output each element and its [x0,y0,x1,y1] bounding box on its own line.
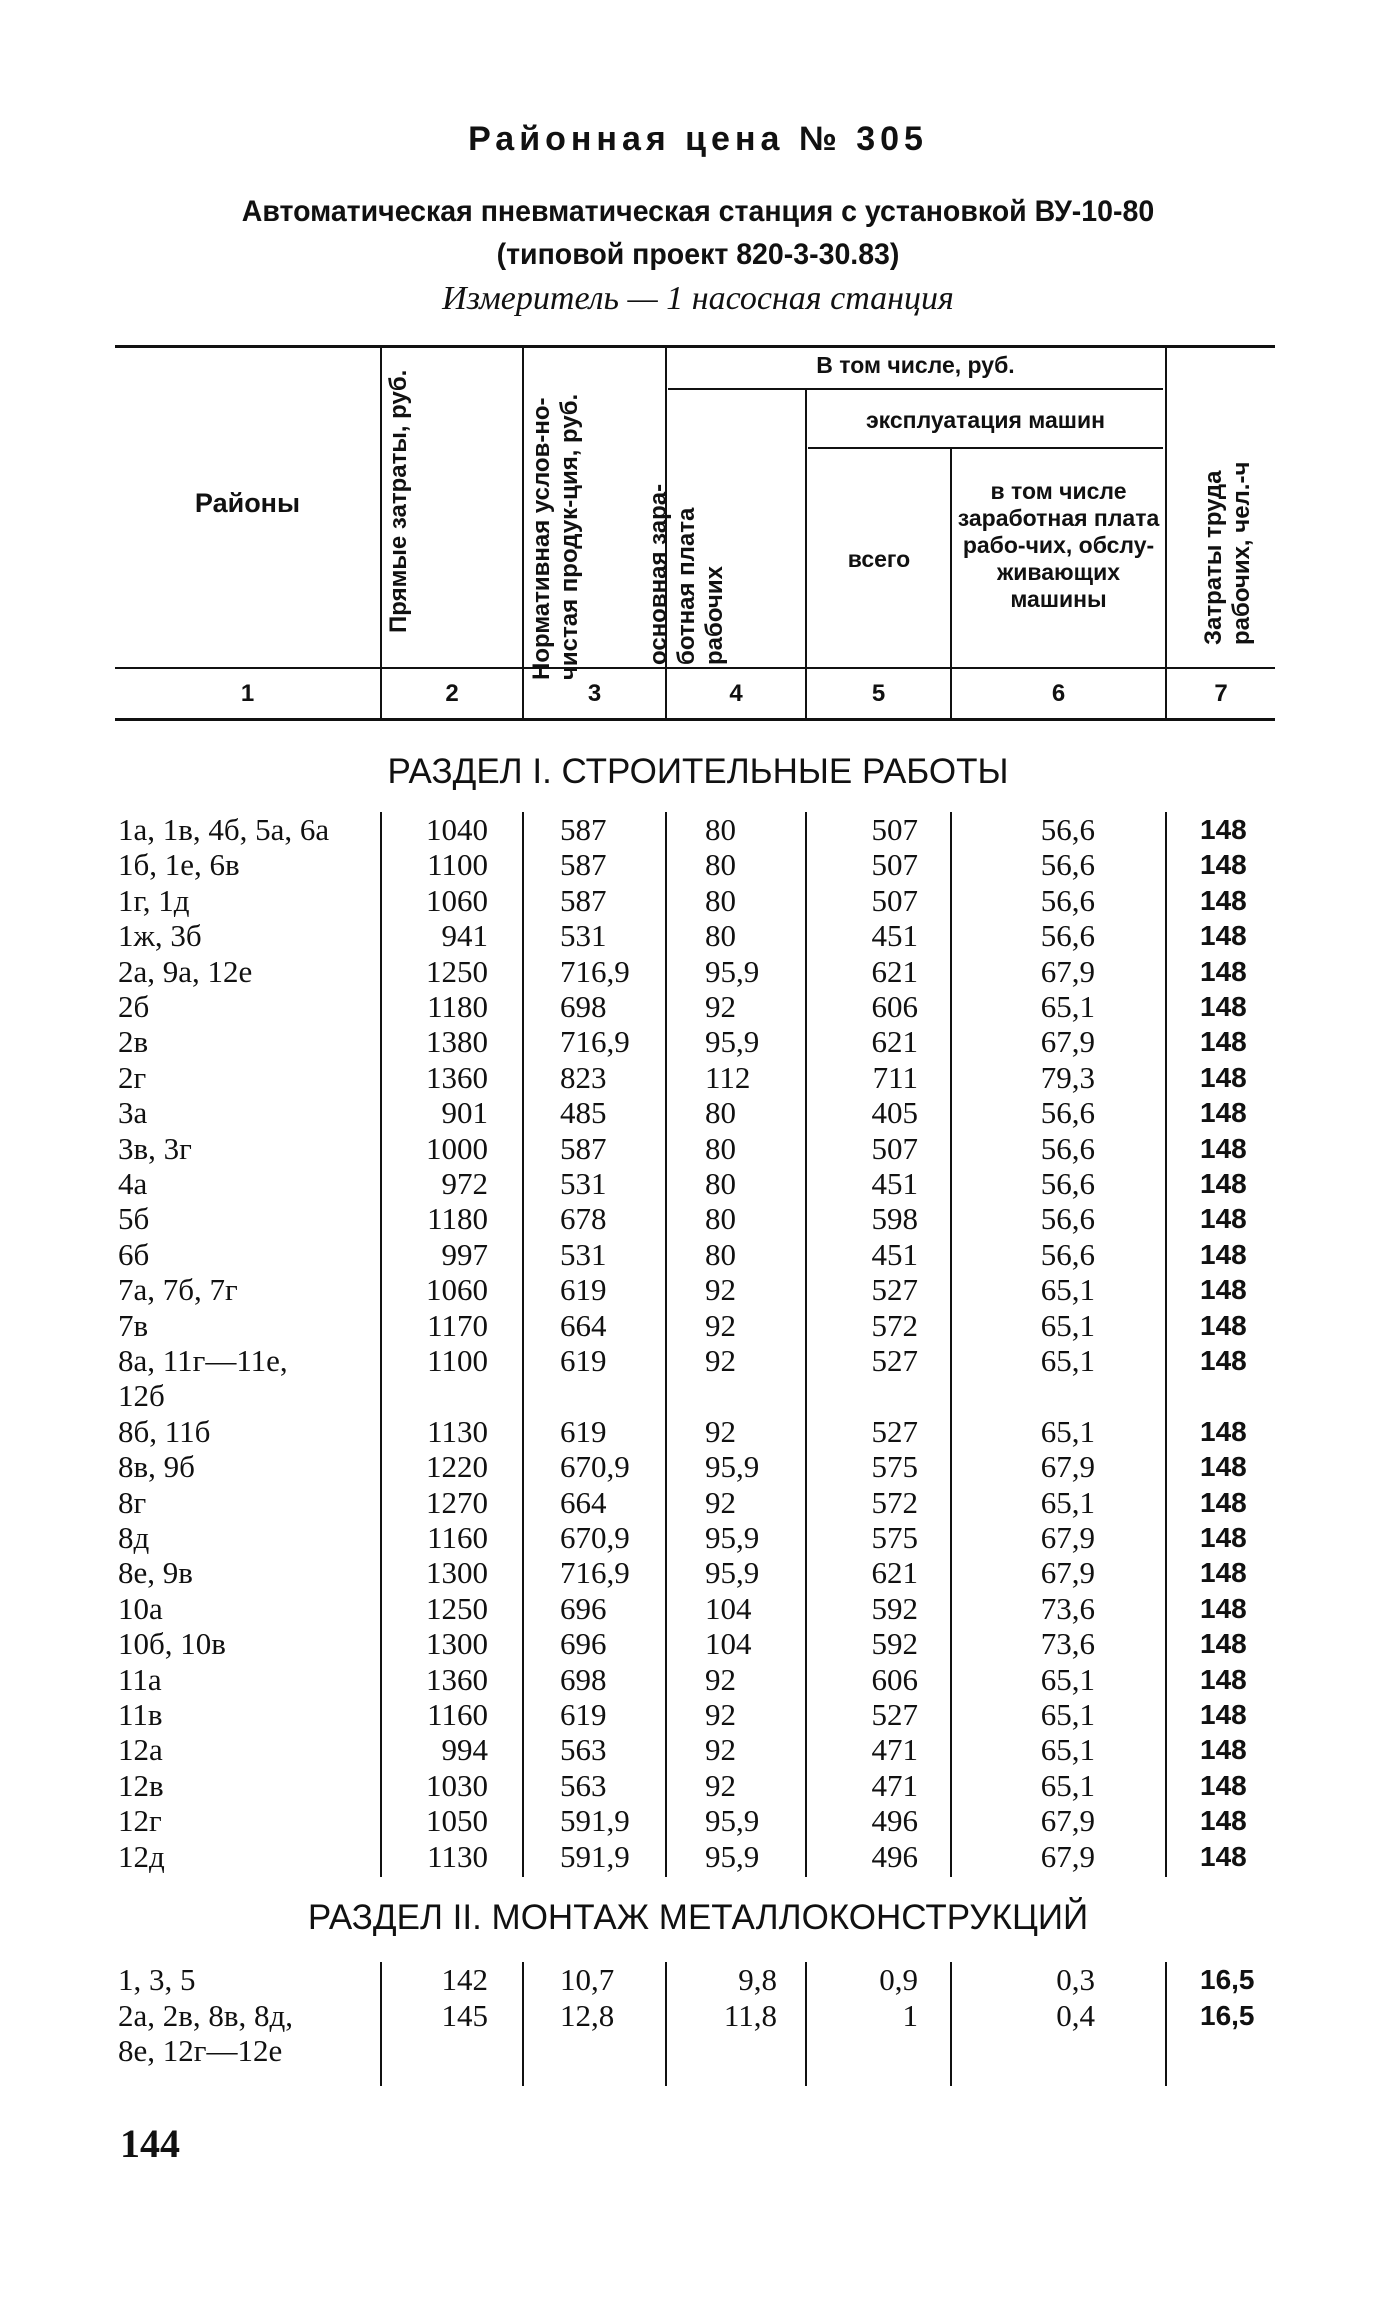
cell-base-wage: 95,9 [705,1024,760,1060]
header-group: В том числе, руб. [816,352,1015,378]
column-number: 4 [729,680,743,707]
cell-direct-costs: 1170 [427,1307,488,1343]
cell-labor-hours: 148 [1200,1769,1247,1801]
cell-labor-hours: 148 [1200,1274,1247,1306]
cell-machine-total: 606 [871,1661,918,1697]
cell-machine-total: 527 [871,1697,918,1732]
cell-net-production: 664 [560,1307,607,1343]
table-row [0,1201,1396,1237]
cell-region: 12б [118,1378,165,1414]
cell-machine-wage: 67,9 [1040,1024,1095,1060]
header-mid-rule [115,667,1275,669]
column-number: 2 [445,680,459,707]
cell-net-production: 587 [560,847,607,883]
cell-region: 8д [118,1520,150,1555]
cell-machine-total: 606 [871,989,918,1024]
cell-machine-wage: 56,6 [1040,1201,1095,1237]
cell-direct-costs: 1180 [427,1201,488,1237]
cell-region: 1б, 1е, 6в [118,847,240,883]
header-vline [805,390,807,720]
cell-direct-costs: 997 [441,1236,488,1272]
cell-direct-costs: 1380 [426,1024,488,1060]
column-number: 5 [871,680,886,707]
cell-labor-hours: 148 [1200,991,1247,1022]
cell-net-production: 619 [560,1272,607,1308]
cell-direct-costs: 1220 [426,1449,488,1485]
table-row [0,1343,1396,1379]
cell-labor-hours: 148 [1200,1345,1247,1376]
table-row [0,1024,1396,1060]
cell-labor-hours: 148 [1200,1699,1247,1730]
subtitle-line-1: Автоматическая пневматическая станция с установкой ВУ-10-80 [241,195,1155,228]
table-row [0,1131,1396,1167]
cell-net-production: 12,8 [560,1997,615,2033]
cell-direct-costs: 1180 [427,989,488,1024]
cell-base-wage: 92 [705,1697,736,1732]
cell-machine-total: 451 [871,1166,918,1201]
cell-machine-wage: 56,6 [1040,882,1095,918]
cell-direct-costs: 1060 [426,882,488,918]
cell-machine-wage: 65,1 [1040,1413,1095,1449]
table-row [0,1166,1396,1202]
cell-base-wage: 104 [705,1590,752,1626]
cell-labor-hours: 148 [1200,1663,1247,1695]
cell-base-wage: 80 [705,1130,736,1166]
cell-machine-wage: 67,9 [1040,1803,1095,1839]
table-row [0,812,1396,848]
cell-base-wage: 112 [705,1059,751,1095]
cell-labor-hours: 148 [1200,1734,1247,1766]
cell-machine-total: 598 [871,1201,918,1237]
cell-labor-hours: 148 [1200,884,1247,916]
table-row [0,1998,1396,2034]
header-vline [1165,348,1167,720]
cell-region: 1а, 1в, 4б, 5а, 6а [118,812,330,847]
cell-net-production: 485 [560,1095,607,1131]
cell-net-production: 670,9 [560,1520,630,1555]
header-top-rule [115,345,1275,348]
cell-labor-hours: 148 [1200,814,1247,845]
cell-machine-total: 527 [871,1413,918,1449]
cell-labor-hours: 148 [1200,1061,1247,1093]
cell-machine-total: 405 [871,1095,918,1131]
cell-machine-total: 507 [871,882,918,918]
cell-machine-wage: 65,1 [1040,1343,1095,1378]
table-row [0,1449,1396,1485]
cell-machine-total: 527 [871,1343,918,1378]
header-machines: эксплуатация машин [865,407,1106,433]
cell-base-wage: 80 [705,918,736,954]
cell-machine-wage: 56,6 [1040,812,1095,847]
cell-machine-total: 621 [871,1024,918,1060]
cell-net-production: 678 [560,1201,607,1237]
column-number: 1 [240,680,255,707]
cell-machine-wage: 73,6 [1040,1626,1095,1662]
cell-direct-costs: 1100 [427,847,488,883]
cell-net-production: 670,9 [560,1449,630,1485]
cell-labor-hours: 148 [1200,955,1247,987]
cell-machine-total: 451 [871,1236,918,1272]
table-row [0,1095,1396,1131]
cell-labor-hours: 148 [1200,1628,1247,1660]
cell-net-production: 696 [560,1626,607,1662]
cell-direct-costs: 145 [441,1997,488,2033]
table-row [0,1768,1396,1804]
cell-machine-wage: 56,6 [1040,1236,1095,1272]
cell-region: 7в [118,1307,149,1343]
cell-net-production: 531 [560,1166,607,1201]
table-row [0,1378,1396,1414]
cell-machine-total: 592 [871,1626,918,1662]
cell-machine-total: 621 [871,1555,918,1591]
cell-region: 1, 3, 5 [118,1962,196,1997]
cell-labor-hours: 148 [1200,1451,1247,1483]
cell-region: 3а [118,1095,148,1131]
cell-base-wage: 92 [705,1343,736,1378]
cell-direct-costs: 1160 [427,1520,488,1555]
cell-net-production: 531 [560,918,607,954]
cell-region: 3в, 3г [118,1130,192,1166]
cell-net-production: 696 [560,1590,607,1626]
cell-base-wage: 95,9 [705,1555,760,1591]
cell-net-production: 587 [560,812,607,847]
cell-region: 12г [118,1803,162,1839]
cell-direct-costs: 1060 [426,1272,488,1308]
cell-machine-wage: 56,6 [1040,847,1095,883]
cell-direct-costs: 1250 [426,953,488,989]
cell-base-wage: 80 [705,1166,736,1201]
cell-region: 8в, 9б [118,1449,195,1485]
cell-region: 8г [118,1484,147,1520]
table-row [0,1662,1396,1698]
section-1-heading: РАЗДЕЛ I. СТРОИТЕЛЬНЫЕ РАБОТЫ [387,752,1009,791]
table-row [0,883,1396,919]
cell-region: 8а, 11г—11е, [118,1343,288,1378]
table-row [0,1414,1396,1450]
cell-labor-hours: 148 [1200,1840,1247,1872]
cell-base-wage: 11,8 [723,1997,777,2033]
section-2-heading: РАЗДЕЛ II. МОНТАЖ МЕТАЛЛОКОНСТРУКЦИЙ [307,1898,1089,1937]
table-row [0,1839,1396,1875]
cell-direct-costs: 941 [441,918,488,954]
cell-machine-total: 471 [871,1767,918,1803]
cell-machine-wage: 56,6 [1040,918,1095,954]
cell-region: 1г, 1д [118,882,190,918]
cell-machine-total: 572 [871,1484,918,1520]
cell-region: 1ж, 3б [118,918,202,954]
cell-base-wage: 92 [705,989,736,1024]
cell-base-wage: 9,8 [738,1962,777,1997]
table-row [0,1732,1396,1768]
cell-region: 8е, 12г—12е [118,2033,283,2068]
cell-base-wage: 95,9 [705,1803,760,1839]
cell-region: 7а, 7б, 7г [118,1272,238,1308]
cell-direct-costs: 1000 [426,1130,488,1166]
cell-net-production: 716,9 [560,953,630,989]
cell-net-production: 619 [560,1697,607,1732]
cell-region: 10б, 10в [118,1626,226,1662]
table-row [0,2033,1396,2069]
cell-labor-hours: 148 [1200,1557,1247,1589]
cell-direct-costs: 1270 [426,1484,488,1520]
cell-base-wage: 92 [705,1661,736,1697]
cell-net-production: 698 [560,1661,607,1697]
cell-labor-hours: 148 [1200,1132,1247,1164]
table-row [0,954,1396,990]
cell-machine-wage: 65,1 [1040,1307,1095,1343]
cell-machine-total: 496 [871,1803,918,1839]
header-bottom-rule [115,718,1275,721]
cell-region: 8е, 9в [118,1555,193,1591]
cell-machine-total: 496 [871,1838,918,1874]
cell-machine-total: 507 [871,1130,918,1166]
table-row [0,1520,1396,1556]
cell-base-wage: 104 [705,1626,752,1662]
table-row [0,1555,1396,1591]
table-row [0,1237,1396,1273]
cell-base-wage: 92 [705,1413,736,1449]
cell-region: 12д [118,1838,165,1874]
cell-machine-wage: 79,3 [1040,1059,1095,1095]
cell-labor-hours: 148 [1200,1486,1247,1518]
cell-base-wage: 92 [705,1272,736,1308]
cell-region: 4а [118,1166,148,1201]
cell-base-wage: 80 [705,1201,736,1237]
cell-machine-total: 507 [871,812,918,847]
cell-base-wage: 80 [705,812,736,847]
cell-machine-total: 471 [871,1732,918,1768]
cell-machine-wage: 0,4 [1056,1997,1095,2033]
cell-machine-wage: 0,3 [1056,1962,1095,1997]
cell-direct-costs: 1050 [426,1803,488,1839]
header-regions: Районы [194,488,301,518]
cell-direct-costs: 142 [441,1962,488,1997]
cell-labor-hours: 16,5 [1200,1964,1255,1995]
cell-machine-wage: 65,1 [1040,1661,1095,1697]
cell-region: 2г [118,1059,147,1095]
cell-region: 2а, 9а, 12е [118,953,253,989]
cell-labor-hours: 148 [1200,1805,1247,1837]
cell-net-production: 619 [560,1343,607,1378]
cell-net-production: 591,9 [560,1838,630,1874]
header-net-production: Нормативная услов-но-чистая продук-ция, руб. [528,393,583,680]
cell-net-production: 823 [560,1059,607,1095]
header-vline [522,348,524,720]
table-row [0,1485,1396,1521]
cell-machine-wage: 67,9 [1040,1555,1095,1591]
cell-net-production: 698 [560,989,607,1024]
cell-machine-wage: 65,1 [1040,1272,1095,1308]
cell-direct-costs: 1300 [426,1555,488,1591]
column-number: 6 [1051,680,1066,707]
cell-base-wage: 92 [705,1732,736,1768]
header-direct-costs: Прямые затраты, руб. [385,369,412,633]
column-number: 7 [1214,680,1228,707]
cell-machine-wage: 56,6 [1040,1166,1095,1201]
cell-machine-total: 711 [872,1059,918,1095]
table-row [0,1803,1396,1839]
cell-region: 10а [118,1590,163,1626]
cell-direct-costs: 1300 [426,1626,488,1662]
cell-labor-hours: 148 [1200,920,1247,952]
cell-direct-costs: 1250 [426,1590,488,1626]
cell-labor-hours: 16,5 [1200,1999,1255,2031]
cell-machine-wage: 67,9 [1040,1838,1095,1874]
cell-machine-total: 507 [871,847,918,883]
cell-net-production: 664 [560,1484,607,1520]
cell-region: 2б [118,989,150,1024]
header-base-wage: основная зара-ботная плата рабочих [645,483,728,665]
cell-net-production: 10,7 [560,1962,615,1997]
cell-net-production: 587 [560,1130,607,1166]
cell-net-production: 587 [560,882,607,918]
cell-region: 2а, 2в, 8в, 8д, [118,1997,294,2033]
cell-base-wage: 80 [705,1236,736,1272]
measure-unit: Измеритель — 1 насосная станция [442,280,954,317]
header-labor: Затраты труда рабочих, чел.-ч [1200,461,1255,645]
table-row [0,918,1396,954]
cell-net-production: 563 [560,1767,607,1803]
cell-net-production: 563 [560,1732,607,1768]
cell-labor-hours: 148 [1200,1309,1247,1341]
cell-machine-wage: 56,6 [1040,1130,1095,1166]
cell-base-wage: 80 [705,882,736,918]
cell-base-wage: 92 [705,1484,736,1520]
cell-machine-total: 575 [871,1449,918,1485]
page-number: 144 [120,2121,180,2166]
cell-direct-costs: 901 [441,1095,488,1131]
cell-direct-costs: 994 [441,1732,488,1768]
cell-direct-costs: 1030 [426,1767,488,1803]
cell-net-production: 716,9 [560,1024,630,1060]
cell-machine-total: 1 [902,1997,918,2033]
cell-machine-wage: 67,9 [1040,1449,1095,1485]
table-row [0,1308,1396,1344]
cell-labor-hours: 148 [1200,1203,1247,1235]
cell-machine-total: 527 [871,1272,918,1308]
table-row [0,1272,1396,1308]
table-row [0,1060,1396,1096]
cell-net-production: 531 [560,1236,607,1272]
cell-region: 8б, 11б [118,1413,211,1449]
cell-machine-wage: 67,9 [1040,953,1095,989]
cell-base-wage: 95,9 [705,953,760,989]
cell-base-wage: 92 [705,1767,736,1803]
cell-labor-hours: 148 [1200,1238,1247,1270]
cell-labor-hours: 148 [1200,849,1247,881]
cell-machine-total: 572 [871,1307,918,1343]
cell-machine-wage: 65,1 [1040,1767,1095,1803]
cell-machine-total: 0,9 [879,1962,918,1997]
page-title: Районная цена № 305 [468,120,928,158]
cell-direct-costs: 972 [441,1166,488,1201]
cell-base-wage: 80 [705,1095,736,1131]
cell-direct-costs: 1160 [427,1697,488,1732]
subtitle-line-2: (типовой проект 820-3-30.83) [496,238,900,271]
cell-labor-hours: 148 [1200,1097,1247,1129]
table-row [0,847,1396,883]
cell-machine-wage: 65,1 [1040,1484,1095,1520]
cell-direct-costs: 1130 [427,1838,488,1874]
cell-machine-wage: 67,9 [1040,1520,1095,1555]
group-rule [668,388,1163,390]
cell-direct-costs: 1130 [427,1413,488,1449]
cell-machine-wage: 56,6 [1040,1095,1095,1131]
table-row [0,1962,1396,1998]
cell-base-wage: 95,9 [705,1838,760,1874]
cell-direct-costs: 1100 [427,1343,488,1378]
cell-direct-costs: 1360 [426,1661,488,1697]
cell-region: 2в [118,1024,149,1060]
cell-machine-wage: 65,1 [1040,989,1095,1024]
cell-base-wage: 92 [705,1307,736,1343]
cell-machine-wage: 65,1 [1040,1697,1095,1732]
header-machine-wage: в том числе заработная плата рабо-чих, обслу-живающих машины [957,478,1160,612]
machines-rule [808,447,1163,449]
cell-labor-hours: 148 [1200,1026,1247,1058]
cell-machine-total: 575 [871,1520,918,1555]
column-number: 3 [587,680,602,707]
cell-region: 11а [118,1661,162,1697]
cell-region: 12в [118,1767,164,1803]
cell-base-wage: 95,9 [705,1449,760,1485]
cell-base-wage: 95,9 [705,1520,760,1555]
cell-labor-hours: 148 [1200,1522,1247,1553]
cell-labor-hours: 148 [1200,1592,1247,1624]
cell-region: 6б [118,1236,150,1272]
cell-region: 12а [118,1732,163,1768]
cell-labor-hours: 148 [1200,1168,1247,1199]
cell-machine-wage: 65,1 [1040,1732,1095,1768]
cell-direct-costs: 1040 [426,812,488,847]
cell-machine-total: 592 [871,1590,918,1626]
header-total: всего [847,546,911,572]
cell-labor-hours: 148 [1200,1415,1247,1447]
cell-region: 5б [118,1201,150,1237]
table-row [0,1626,1396,1662]
table-row [0,1591,1396,1627]
table-row [0,1697,1396,1733]
cell-machine-wage: 73,6 [1040,1590,1095,1626]
cell-direct-costs: 1360 [426,1059,488,1095]
cell-net-production: 591,9 [560,1803,630,1839]
cell-net-production: 619 [560,1413,607,1449]
cell-base-wage: 80 [705,847,736,883]
cell-machine-total: 451 [871,918,918,954]
cell-net-production: 716,9 [560,1555,630,1591]
header-vline [380,348,382,720]
cell-region: 11в [118,1697,163,1732]
table-row [0,989,1396,1025]
cell-machine-total: 621 [871,953,918,989]
